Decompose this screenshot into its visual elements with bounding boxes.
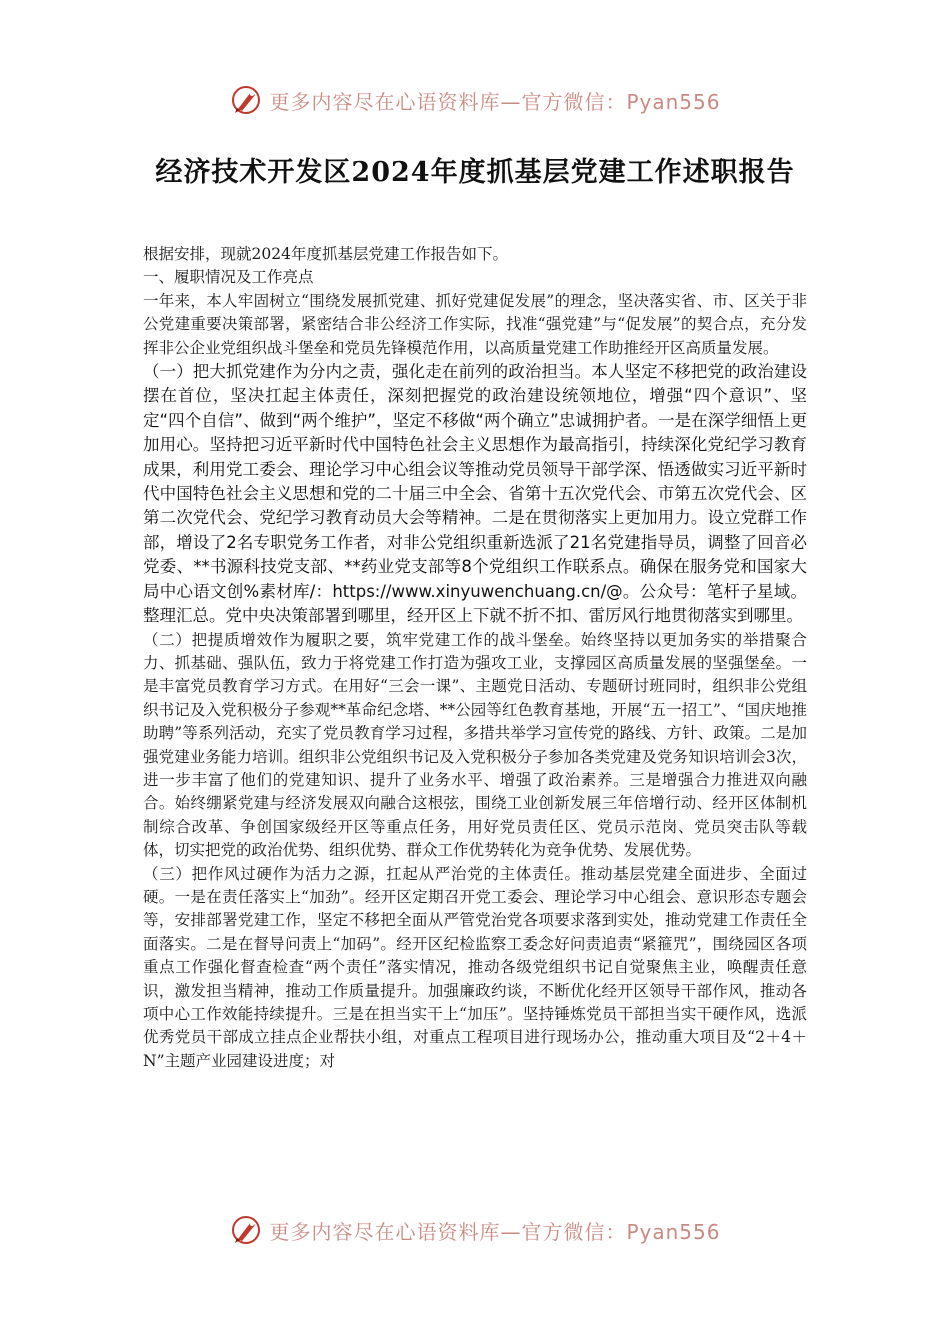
header-watermark-banner xyxy=(0,80,950,120)
paragraph-intro: 根据安排，现就2024年度抓基层党建工作报告如下。 xyxy=(143,245,508,263)
pen-nib-icon xyxy=(229,83,263,117)
footer-watermark-banner xyxy=(0,1210,950,1250)
paragraph-section-2: （二）把提质增效作为履职之要，筑牢党建工作的战斗堡垒。始终坚持以更加务实的举措聚合力、抓基础、强队伍，致力于将党建工作打造为强攻工业，支撑园区高质量发展的坚强堡垒。一是丰富党员教育学习方式。在用好“三会一课”、主题党日活动、专题研讨班同时，组织非公党组织书记及入党积极分子参观**革命纪念塔、**公园等红色教育基地，开展“五一招工”、“国庆地推助聘”等系列活动，充实了党员教育学习过程，多措共举学习宣传党的路线、方针、政策。二是加强党建业务能力培训。组织非公党组织书记及入党积极分子参加各类党建及党务知识培训会3次，进一步丰富了他们的党建知识、提升了业务水平、增强了政治素养。三是增强合力推进双向融合。始终绷紧党建与经济发展双向融合这根弦，围绕工业创新发展三年倍增行动、经开区体制机制综合改革、争创国家级经开区等重点任务，用好党员责任区、党员示范岗、党员突击队等载体，切实把党的政治优势、组织优势、群众工作优势转化为竞争优势、发展优势。 xyxy=(143,630,807,860)
watermark-text: 更多内容尽在心语资料库—官方微信：Pyan556 xyxy=(269,89,721,114)
document-body xyxy=(143,243,807,1073)
document-title: 经济技术开发区2024年度抓基层党建工作述职报告 xyxy=(155,157,795,188)
paragraph-section-1: （一）把大抓党建作为分内之责，强化走在前列的政治担当。本人坚定不移把党的政治建设摆在首位，坚决扛起主体责任，深刻把握党的政治建设统领地位，增强“四个意识”、坚定“四个自信”、做到“两个维护”，坚定不移做“两个确立”忠诚拥护者。一是在深学细悟上更加用心。坚持把习近平新时代中国特色社会主义思想作为最高指引，持续深化党纪学习教育成果，利用党工委会、理论学习中心组会议等推动党员领导干部学深、悟透做实习近平新时代中国特色社会主义思想和党的二十届三中全会、省第十五次党代会、市第五次党代会、区第二次党代会、党纪学习教育动员大会等精神。二是在贯彻落实上更加用力。设立党群工作部，增设了2名专职党务工作者，对非公党组织重新选派了21名党建指导员，调整了回音必党委、**书源科技党支部、**药业党支部等8个党组织工作联系点。确保在服务党和国家大局中心语文创%素材库/：https://www.xinyuwenchuang.cn/@。公众号：笔杆子星域。整理汇总。党中央决策部署到哪里，经开区上下就不折不扣、雷厉风行地贯彻落实到哪里。 xyxy=(143,362,807,626)
paragraph-overview: 一年来，本人牢固树立“围绕发展抓党建、抓好党建促发展”的理念，坚决落实省、市、区关于非公党建重要决策部署，紧密结合非公经济工作实际，找准“强党建”与“促发展”的契合点，充分发挥非公企业党组织战斗堡垒和党员先锋模范作用，以高质量党建工作助推经开区高质量发展。 xyxy=(143,291,807,357)
pen-nib-icon xyxy=(229,1213,263,1247)
section-heading-1: 一、履职情况及工作亮点 xyxy=(143,268,314,287)
paragraph-section-3: （三）把作风过硬作为活力之源，扛起从严治党的主体责任。推动基层党建全面进步、全面过硬。一是在责任落实上“加劲”。经开区定期召开党工委会、理论学习中心组会、意识形态专题会等，安排部署党建工作，坚定不移把全面从严管党治党各项要求落到实处，推动党建工作责任全面落实。二是在督导问责上“加码”。经开区纪检监察工委念好问责追责“紧箍咒”，围绕园区各项重点工作强化督查检查“两个责任”落实情况，推动各级党组织书记自觉聚焦主业，唤醒责任意识，激发担当精神，推动工作质量提升。加强廉政约谈，不断优化经开区领导干部作风，推动各项中心工作效能持续提升。三是在担当实干上“加压”。坚持锤炼党员干部担当实干硬作风，选派优秀党员干部成立挂点企业帮扶小组，对重点工程项目进行现场办公，推动重大项目及“2＋4＋N”主题产业园建设进度；对 xyxy=(143,864,807,1070)
watermark-text: 更多内容尽在心语资料库—官方微信：Pyan556 xyxy=(269,1219,721,1244)
